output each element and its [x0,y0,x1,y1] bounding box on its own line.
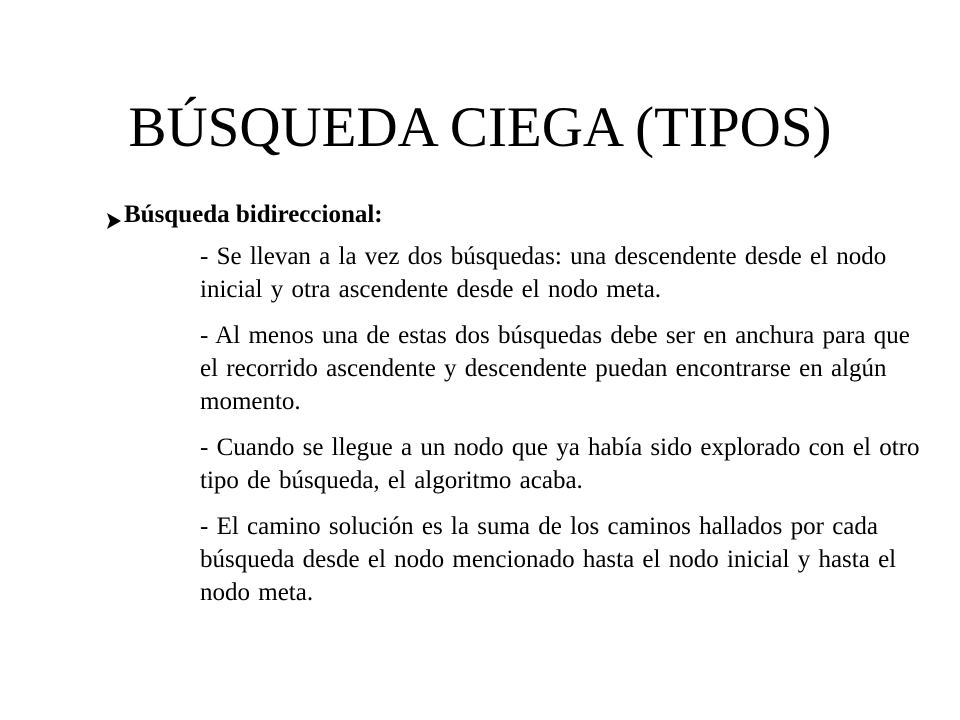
bullet-list [200,240,920,622]
list-item: - Al menos una de estas dos búsquedas debe ser en anchura para que el recorrido ascendente y descendente puedan encontrarse en algún momento. [200,322,910,415]
slide-title: BÚSQUEDA CIEGA (TIPOS) [128,96,832,159]
list-item: - Se llevan a la vez dos búsquedas: una descendente desde el nodo inicial y otra ascendente desde el nodo meta. [200,243,887,303]
list-item: - El camino solución es la suma de los caminos hallados por cada búsqueda desde el nodo mencionado hasta el nodo inicial y hasta el nodo meta. [200,513,897,606]
section-heading-label: Búsqueda bidireccional: [124,201,383,228]
section-heading [106,199,383,231]
list-item: - Cuando se llegue a un nodo que ya había sido explorado con el otro tipo de búsqueda, el algoritmo acaba. [200,434,920,494]
arrow-bullet-icon [106,207,122,225]
